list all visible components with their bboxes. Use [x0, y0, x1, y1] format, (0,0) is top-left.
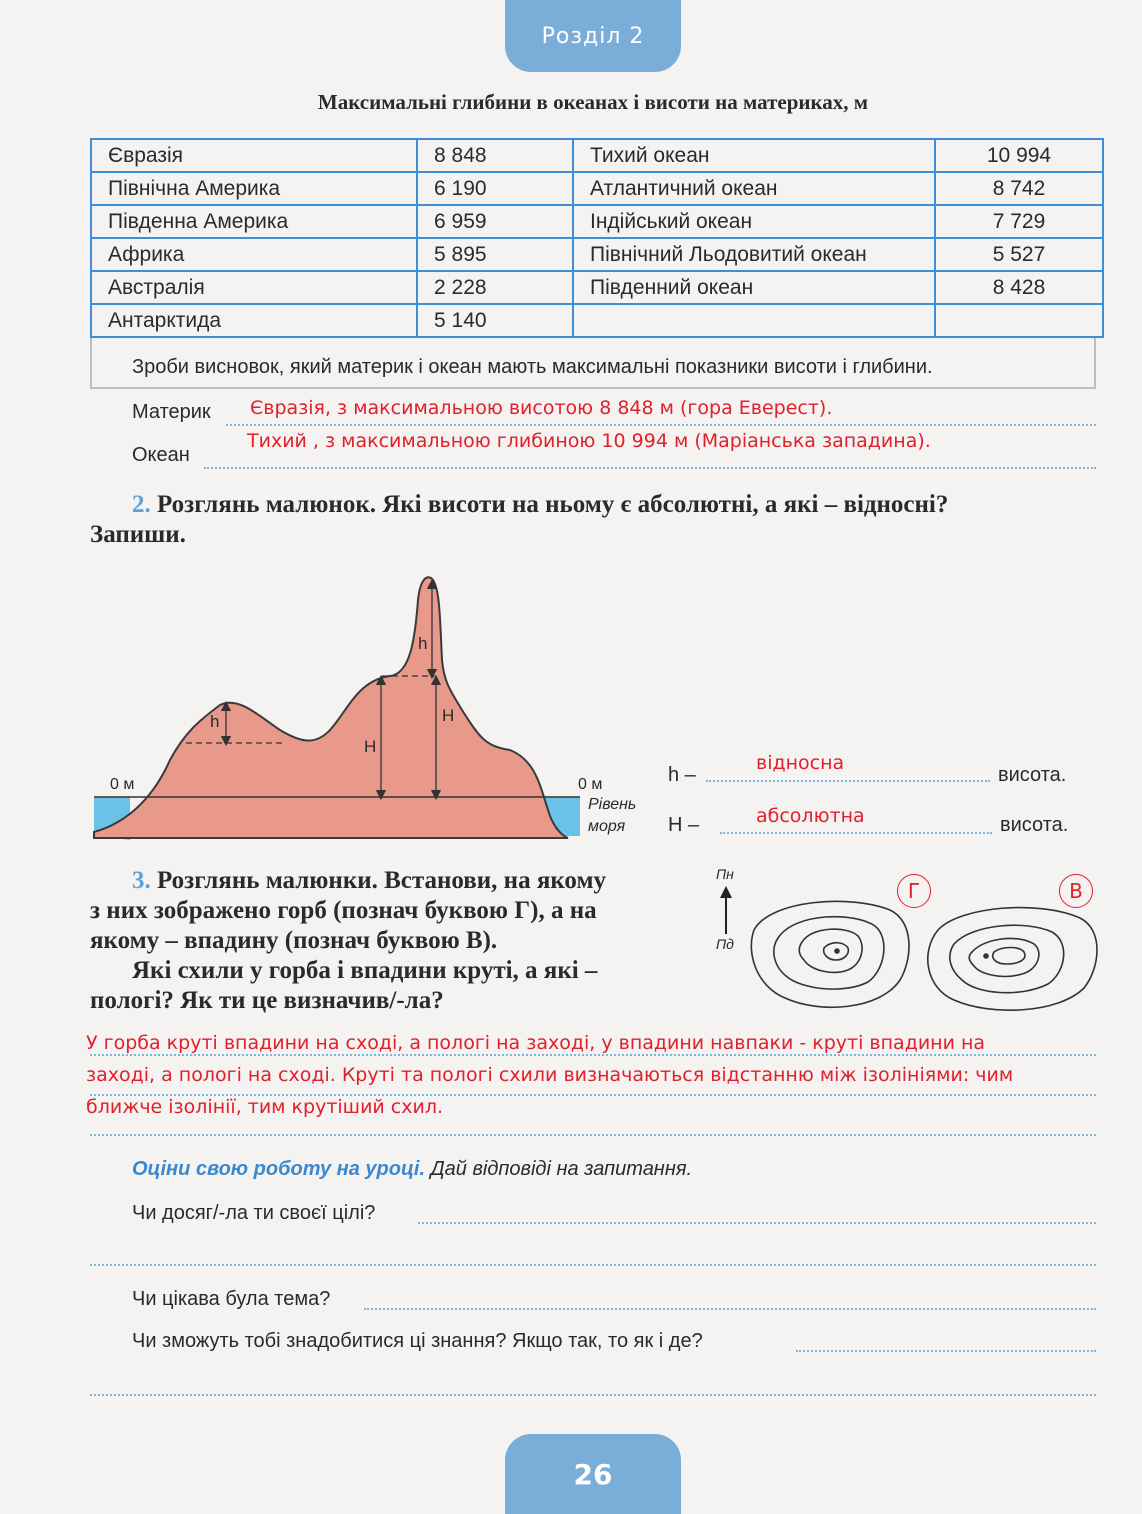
task2-number: 2. — [132, 491, 151, 518]
compass-south: Пд — [716, 936, 734, 952]
ocean-answer[interactable]: Тихий , з максимальною глибиною 10 994 м (Маріанська западина). — [247, 430, 931, 452]
sea-level-label-1: Рівень — [588, 796, 637, 813]
continent-answer[interactable]: Євразія, з максимальною висотою 8 848 м (гора Еверест). — [250, 397, 833, 419]
mountain-shape — [94, 577, 568, 838]
zero-left-label: 0 м — [110, 776, 135, 793]
h-top-label: h — [418, 634, 428, 653]
task3-answer-line1[interactable]: У горба круті впадини на сході, а пологі на заході, у впадини навпаки - круті впадини на — [86, 1032, 986, 1054]
table-cell: Південний океан — [573, 271, 935, 304]
table-cell: Антарктида — [91, 304, 417, 337]
H-prefix: H – — [668, 814, 700, 836]
table-row — [91, 139, 1103, 172]
table-row — [91, 205, 1103, 238]
reflection-heading: Оціни свою роботу на уроці. — [132, 1158, 426, 1180]
compass-north: Пн — [716, 866, 734, 882]
reflection-q2-line[interactable] — [364, 1308, 1096, 1310]
compass-arrow-icon — [716, 884, 736, 936]
table-cell: 10 994 — [935, 139, 1103, 172]
mark-hill-circle[interactable]: Г — [897, 874, 931, 908]
ocean-label: Океан — [132, 444, 190, 466]
task3-line2: з них зображено горб (познач буквою Г), а на — [90, 897, 597, 924]
H-right-label: H — [442, 706, 455, 725]
task2-question: 2. Розглянь малюнок. Які висоти на ньому є абсолютні, а які – відносні? — [132, 491, 949, 518]
table-cell: 8 848 — [417, 139, 573, 172]
table-cell: 5 527 — [935, 238, 1103, 271]
h-suffix: висота. — [998, 764, 1067, 786]
h-answer[interactable]: відносна — [756, 752, 845, 774]
task3-line1: 3. Розглянь малюнки. Встанови, на якому — [132, 867, 606, 894]
h-answer-line — [706, 780, 990, 782]
table-cell: Австралія — [91, 271, 417, 304]
task3-line5: пологі? Як ти це визначив/-ла? — [90, 987, 444, 1014]
table-row — [91, 271, 1103, 304]
table-cell: Індійський океан — [573, 205, 935, 238]
task2-question-line2: Запиши. — [90, 521, 186, 548]
H-answer[interactable]: абсолютна — [756, 805, 865, 827]
table-row — [91, 238, 1103, 271]
mark-depression-circle[interactable]: В — [1059, 874, 1093, 908]
table-cell — [935, 304, 1103, 337]
continent-label: Материк — [132, 401, 211, 423]
reflection-heading-row — [132, 1158, 692, 1181]
table-cell: 8 428 — [935, 271, 1103, 304]
mountain-diagram — [90, 570, 650, 850]
task3-number: 3. — [132, 867, 151, 894]
table-row — [91, 172, 1103, 205]
table-row — [91, 304, 1103, 337]
h-prefix: h – — [668, 764, 696, 786]
table-cell: Північна Америка — [91, 172, 417, 205]
task3-answer-line3[interactable]: ближче ізолінії, тим крутіший схил. — [86, 1096, 444, 1118]
zero-right-label: 0 м — [578, 776, 603, 793]
contour-map-hill — [751, 901, 909, 1007]
task3-answer-line2[interactable]: заході, а пологі на сході. Круті та пологі схили визначаються відстанню між ізолініями: чим — [86, 1064, 1014, 1086]
reflection-q2: Чи цікава була тема? — [132, 1288, 331, 1310]
conclusion-instruction: Зроби висновок, який материк і океан мають максимальні показники висоти і глибини. — [132, 356, 933, 378]
table-cell: Тихий океан — [573, 139, 935, 172]
contour-map-depression — [928, 908, 1097, 1011]
table-title: Максимальні глибини в океанах і висоти на материках, м — [317, 90, 869, 114]
reflection-q1-line[interactable] — [418, 1222, 1096, 1224]
table-cell: Атлантичний океан — [573, 172, 935, 205]
table-cell: 6 190 — [417, 172, 573, 205]
table-cell: Південна Америка — [91, 205, 417, 238]
section-tab: Розділ 2 — [505, 0, 681, 72]
table-cell: 5 895 — [417, 238, 573, 271]
table-cell: 7 729 — [935, 205, 1103, 238]
table-cell: Євразія — [91, 139, 417, 172]
table-cell: Африка — [91, 238, 417, 271]
task3-line3: якому – впадину (познач буквою В). — [90, 927, 498, 954]
contour-maps — [740, 890, 1110, 1020]
H-suffix: висота. — [1000, 814, 1069, 836]
table-cell: 8 742 — [935, 172, 1103, 205]
reflection-q3-line[interactable] — [796, 1350, 1096, 1352]
reflection-q1: Чи досяг/-ла ти своєї цілі? — [132, 1202, 376, 1224]
table-cell: 6 959 — [417, 205, 573, 238]
h-small-label: h — [210, 712, 220, 731]
table-cell: 5 140 — [417, 304, 573, 337]
page-number: 26 — [505, 1434, 681, 1514]
sea-level-label-2: моря — [588, 818, 626, 835]
table-cell: 2 228 — [417, 271, 573, 304]
table-cell — [573, 304, 935, 337]
ocean-answer-line — [204, 467, 1096, 469]
H-left-label: H — [364, 737, 377, 756]
table-cell: Північний Льодовитий океан — [573, 238, 935, 271]
H-answer-line — [720, 832, 992, 834]
continent-answer-line — [226, 424, 1096, 426]
data-table — [90, 138, 1104, 338]
reflection-q3: Чи зможуть тобі знадобитися ці знання? Якщо так, то як і де? — [132, 1330, 703, 1352]
reflection-subheading: Дай відповіді на запитання. — [430, 1158, 693, 1180]
task3-line4: Які схили у горба і впадини круті, а які – — [132, 957, 598, 984]
